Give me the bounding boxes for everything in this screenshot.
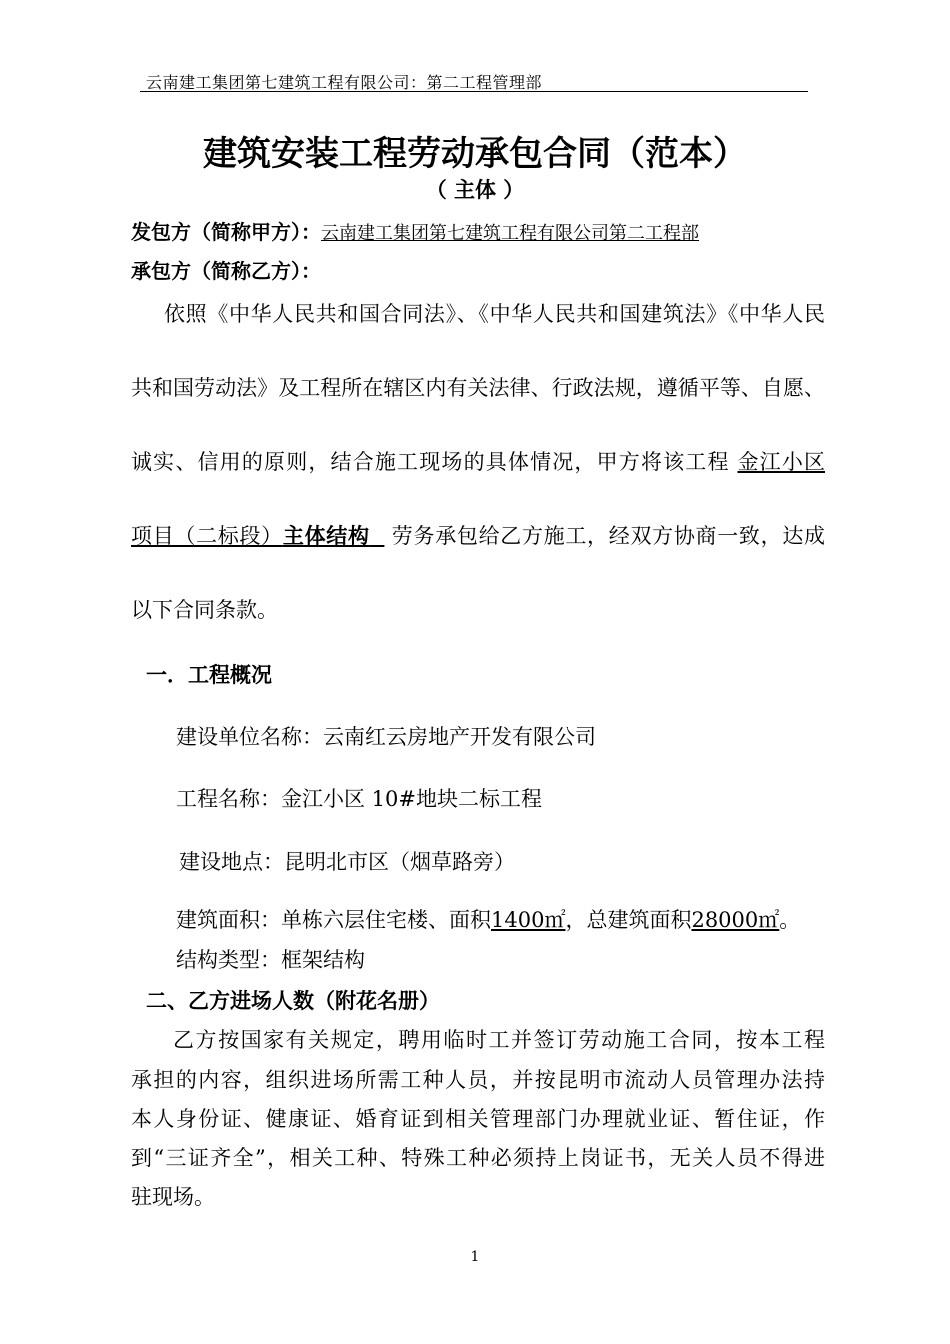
party-a-line: [131, 216, 699, 245]
page-number: 1: [470, 1249, 480, 1265]
intro-line-5: 以下合同条款。: [131, 598, 278, 622]
location-line: 建设地点：昆明北市区（烟草路旁）: [179, 850, 515, 874]
section-2-line-1: 乙方按国家有关规定，聘用临时工并签订劳动施工合同，按本工程: [173, 1028, 825, 1052]
intro-line-2: 共和国劳动法》及工程所在辖区内有关法律、行政法规，遵循平等、自愿、: [131, 376, 825, 400]
party-b-line: [131, 255, 321, 284]
party-a-value: 云南建工集团第七建筑工程有限公司第二工程部: [321, 223, 699, 244]
running-header: 云南建工集团第七建筑工程有限公司：第二工程管理部: [146, 73, 543, 92]
intro-line-3-text: 诚实、信用的原则，结合施工现场的具体情况，甲方将该工程: [131, 450, 738, 474]
project-line: 工程名称：金江小区 10#地块二标工程: [176, 787, 542, 811]
owner-line: 建设单位名称：云南红云房地产开发有限公司: [176, 725, 596, 749]
area-end: 。: [779, 908, 801, 932]
area-single-value: 1400㎡: [491, 908, 566, 932]
section-1-heading: 一．工程概况: [146, 663, 272, 687]
intro-line-3: [131, 446, 825, 476]
area-label: 建筑面积：单栋六层住宅楼、面积: [176, 908, 491, 932]
document-subtitle: （ 主体 ）: [425, 178, 525, 202]
party-a-label: 发包方（简称甲方）：: [131, 220, 321, 244]
intro-line-4: [131, 520, 825, 550]
intro-line-4-text: 劳务承包给乙方施工，经双方协商一致，达成: [391, 524, 826, 548]
section-2-line-4: 到“三证齐全”，相关工种、特殊工种必须持上岗证书，无关人员不得进: [131, 1146, 825, 1170]
party-b-label: 承包方（简称乙方）：: [131, 259, 321, 283]
structure-line: 结构类型：框架结构: [176, 948, 365, 972]
intro-line-1: 依照《中华人民共和国合同法》、《中华人民共和国建筑法》《中华人民: [164, 302, 825, 326]
section-2-line-2: 承担的内容，组织进场所需工种人员，并按昆明市流动人员管理办法持: [131, 1068, 825, 1092]
area-mid-text: ，总建筑面积: [565, 908, 692, 932]
section-2-heading: 二、乙方进场人数（附花名册）: [146, 989, 440, 1013]
document-title: 建筑安装工程劳动承包合同（范本）: [203, 134, 747, 174]
area-total-value: 28000㎡: [691, 908, 780, 932]
header-rule: [140, 91, 808, 92]
project-name-underlined: 金江小区: [737, 450, 825, 474]
section-2-line-3: 本人身份证、健康证、婚育证到相关管理部门办理就业证、暂住证，作: [131, 1107, 825, 1131]
section-2-line-5: 驻现场。: [131, 1185, 215, 1209]
project-section-underlined: 项目（二标段）: [131, 524, 283, 548]
scope-underlined: 主体结构: [282, 524, 370, 548]
area-line: [176, 904, 800, 934]
